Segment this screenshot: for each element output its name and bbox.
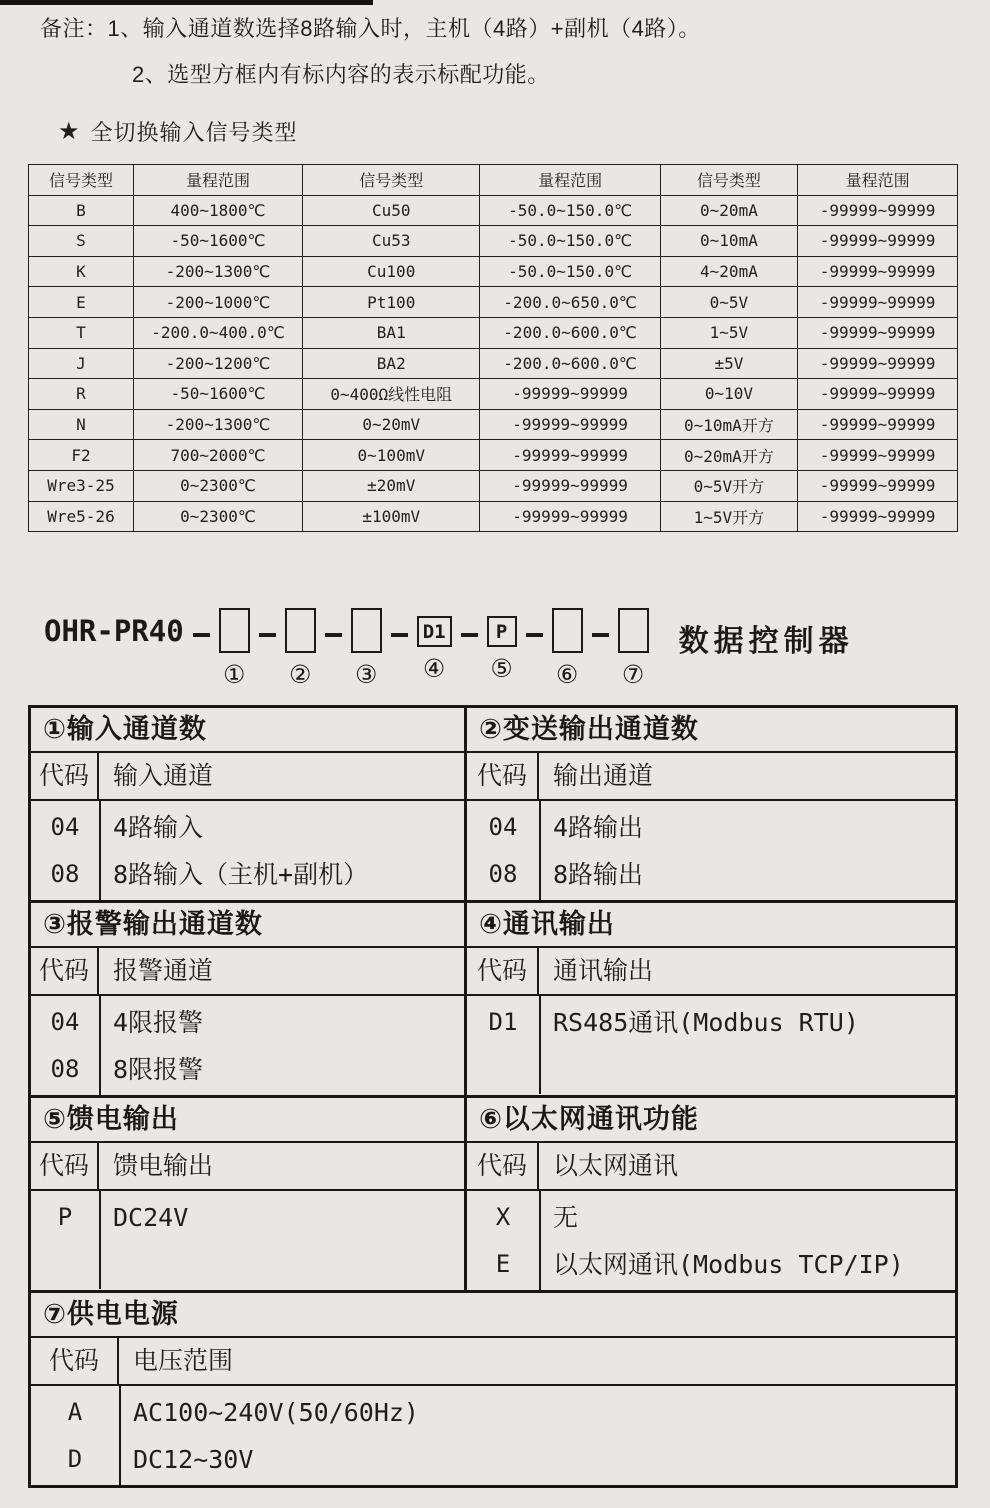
table-cell: BA2 xyxy=(303,348,480,379)
table-cell: 0~20mA开方 xyxy=(660,440,797,471)
table-cell: 400~1800℃ xyxy=(133,195,302,226)
code-column-header: 代码 xyxy=(467,753,539,799)
table-cell: 0~2300℃ xyxy=(133,470,302,501)
slot-number: ⑤ xyxy=(490,654,513,684)
table-cell: 0~5V xyxy=(660,287,797,318)
section-title: ④通讯输出 xyxy=(467,903,955,948)
table-cell: -50.0~150.0℃ xyxy=(480,256,660,287)
option-row xyxy=(31,851,464,898)
section-input-channels xyxy=(31,708,464,900)
option-value: 8路输入（主机+副机） xyxy=(113,860,369,890)
option-code: 04 xyxy=(50,1008,80,1037)
option-value: 以太网通讯(Modbus TCP/IP) xyxy=(553,1250,904,1280)
model-code-box-filled: D1 xyxy=(417,616,452,647)
table-cell: 0~10mA开方 xyxy=(660,409,797,440)
dash-separator xyxy=(193,633,210,636)
dash-separator xyxy=(259,633,276,636)
table-cell: T xyxy=(29,317,134,348)
option-row xyxy=(31,999,464,1046)
table-cell: -99999~99999 xyxy=(798,379,958,410)
value-column-header: 输出通道 xyxy=(553,762,654,791)
section-title: ⑦供电电源 xyxy=(31,1293,955,1338)
table-cell: F2 xyxy=(29,440,134,471)
table-cell: -99999~99999 xyxy=(798,317,958,348)
star-icon: ★ xyxy=(58,118,81,145)
table-cell: 0~10V xyxy=(660,379,797,410)
table-cell: B xyxy=(29,195,134,226)
option-code: 08 xyxy=(50,1055,80,1084)
table-row xyxy=(29,348,958,379)
option-code: A xyxy=(67,1398,83,1427)
table-cell: -99999~99999 xyxy=(480,379,660,410)
model-slot xyxy=(219,608,250,689)
dash-separator xyxy=(391,633,408,636)
option-row xyxy=(467,851,955,898)
model-code-box-empty xyxy=(285,608,316,653)
section-power-supply xyxy=(31,1293,955,1485)
section-body xyxy=(31,996,464,1095)
value-column-header: 电压范围 xyxy=(133,1347,234,1376)
option-row xyxy=(31,1436,955,1483)
table-row xyxy=(29,256,958,287)
table-cell: -99999~99999 xyxy=(798,501,958,532)
section-ethernet-function xyxy=(464,1098,955,1290)
model-prefix: OHR-PR40 xyxy=(44,614,184,649)
table-cell: -99999~99999 xyxy=(798,470,958,501)
table-cell: -99999~99999 xyxy=(798,226,958,257)
section-body xyxy=(31,801,464,900)
option-value: 4路输入 xyxy=(113,813,204,843)
section-header xyxy=(31,1143,464,1191)
table-cell: 0~10mA xyxy=(660,226,797,257)
value-column-header: 输入通道 xyxy=(113,762,214,791)
dash-separator xyxy=(592,633,609,636)
note-prefix: 备注： xyxy=(40,16,108,41)
section-header xyxy=(31,1338,955,1386)
section-feed-output xyxy=(31,1098,464,1290)
option-value: DC24V xyxy=(113,1203,189,1233)
section-body xyxy=(467,996,955,1094)
table-cell: K xyxy=(29,256,134,287)
table-cell: -50~1600℃ xyxy=(133,379,302,410)
table-cell: R xyxy=(29,379,134,410)
section-header xyxy=(467,753,955,801)
code-column-header: 代码 xyxy=(467,948,539,994)
option-code: X xyxy=(495,1203,511,1232)
top-edge-bar xyxy=(0,0,373,5)
selection-row-4 xyxy=(31,1293,955,1485)
section-communication-output xyxy=(464,903,955,1095)
table-row xyxy=(29,409,958,440)
table-row xyxy=(29,317,958,348)
option-value: DC12~30V xyxy=(133,1445,254,1475)
section-header xyxy=(31,753,464,801)
option-code: P xyxy=(57,1203,73,1232)
signal-column-header: 量程范围 xyxy=(133,165,302,196)
table-cell: -99999~99999 xyxy=(798,348,958,379)
section-title: ③报警输出通道数 xyxy=(31,903,464,948)
section-title: ②变送输出通道数 xyxy=(467,708,955,753)
table-cell: -99999~99999 xyxy=(798,256,958,287)
option-row xyxy=(31,1194,464,1241)
model-slots xyxy=(184,608,649,689)
model-suffix: 数据控制器 xyxy=(678,625,854,659)
table-cell: 700~2000℃ xyxy=(133,440,302,471)
table-cell: 4~20mA xyxy=(660,256,797,287)
table-cell: 0~5V开方 xyxy=(660,470,797,501)
signal-column-header: 信号类型 xyxy=(29,165,134,196)
signal-section-heading xyxy=(58,116,990,147)
table-cell: -200.0~650.0℃ xyxy=(480,287,660,318)
signal-section-title: 全切换输入信号类型 xyxy=(90,120,298,145)
model-slot xyxy=(487,608,517,683)
table-cell: 0~20mA xyxy=(660,195,797,226)
table-cell: -200~1200℃ xyxy=(133,348,302,379)
option-value: 无 xyxy=(553,1203,579,1233)
table-cell: -200~1000℃ xyxy=(133,287,302,318)
table-cell: -50~1600℃ xyxy=(133,226,302,257)
code-column-header: 代码 xyxy=(31,753,99,799)
section-title: ⑥以太网通讯功能 xyxy=(467,1098,955,1143)
option-code: 08 xyxy=(488,860,518,889)
table-cell: -99999~99999 xyxy=(480,409,660,440)
table-cell: -200.0~400.0℃ xyxy=(133,317,302,348)
model-code-box-empty xyxy=(219,608,250,653)
option-value: RS485通讯(Modbus RTU) xyxy=(553,1008,859,1038)
table-cell: E xyxy=(29,287,134,318)
note-2-text: 2、选型方框内有标内容的表示标配功能。 xyxy=(132,62,550,87)
model-slot xyxy=(417,608,452,683)
dash-separator xyxy=(461,633,478,636)
table-cell: ±20mV xyxy=(303,470,480,501)
section-header xyxy=(467,1143,955,1191)
table-row xyxy=(29,440,958,471)
selection-row-1 xyxy=(31,708,955,903)
signal-table-header xyxy=(29,165,958,196)
model-slot xyxy=(285,608,316,689)
signal-column-header: 量程范围 xyxy=(480,165,660,196)
model-code-diagram xyxy=(44,608,990,689)
table-cell: -50.0~150.0℃ xyxy=(480,226,660,257)
slot-number: ① xyxy=(222,660,246,690)
option-code: 04 xyxy=(488,813,518,842)
option-row xyxy=(467,1241,955,1288)
table-cell: ±100mV xyxy=(303,501,480,532)
model-slot xyxy=(552,608,583,689)
slot-number: ⑦ xyxy=(621,660,645,690)
table-cell: Cu100 xyxy=(303,256,480,287)
option-code: E xyxy=(495,1250,511,1279)
table-cell: Wre5-26 xyxy=(29,501,134,532)
slot-number: ③ xyxy=(354,660,378,690)
section-header xyxy=(467,948,955,996)
option-code: 04 xyxy=(50,813,80,842)
table-row xyxy=(29,379,958,410)
table-cell: BA1 xyxy=(303,317,480,348)
value-column-header: 通讯输出 xyxy=(553,957,654,986)
table-row xyxy=(29,287,958,318)
option-value: 8限报警 xyxy=(113,1055,204,1085)
section-body xyxy=(467,801,955,900)
signal-column-header: 量程范围 xyxy=(798,165,958,196)
table-cell: -99999~99999 xyxy=(480,501,660,532)
table-cell: -200.0~600.0℃ xyxy=(480,348,660,379)
option-code: 08 xyxy=(50,860,80,889)
slot-number: ④ xyxy=(422,654,446,684)
slot-number: ② xyxy=(288,660,312,690)
code-column-header: 代码 xyxy=(31,948,99,994)
table-cell: 1~5V开方 xyxy=(660,501,797,532)
slot-number: ⑥ xyxy=(555,660,579,690)
table-cell: Cu50 xyxy=(303,195,480,226)
table-cell: -99999~99999 xyxy=(798,440,958,471)
notes-block xyxy=(0,0,990,90)
model-code-box-empty xyxy=(552,608,583,653)
option-row xyxy=(31,1389,955,1436)
table-cell: -200.0~600.0℃ xyxy=(480,317,660,348)
table-cell: 0~100mV xyxy=(303,440,480,471)
option-row xyxy=(31,804,464,851)
table-cell: -99999~99999 xyxy=(480,470,660,501)
table-cell: -99999~99999 xyxy=(798,195,958,226)
section-title: ⑤馈电输出 xyxy=(31,1098,464,1143)
option-value: 4限报警 xyxy=(113,1008,204,1038)
table-cell: Pt100 xyxy=(303,287,480,318)
code-column-header: 代码 xyxy=(31,1338,119,1384)
note-line-2 xyxy=(132,60,990,90)
table-cell: -200~1300℃ xyxy=(133,409,302,440)
option-code: D1 xyxy=(488,1008,518,1037)
table-cell: J xyxy=(29,348,134,379)
table-cell: -50.0~150.0℃ xyxy=(480,195,660,226)
model-code-box-empty xyxy=(351,608,382,653)
option-row xyxy=(467,804,955,851)
section-body xyxy=(467,1191,955,1290)
value-column-header: 报警通道 xyxy=(113,957,214,986)
option-code: D xyxy=(67,1445,83,1474)
dash-separator xyxy=(526,633,543,636)
model-slot xyxy=(618,608,649,689)
value-column-header: 以太网通讯 xyxy=(553,1152,679,1181)
section-body xyxy=(31,1191,464,1289)
option-row xyxy=(467,999,955,1046)
option-value: 4路输出 xyxy=(553,813,644,843)
note-1-text: 1、输入通道数选择8路输入时，主机（4路）+副机（4路）。 xyxy=(107,16,701,41)
option-value: 8路输出 xyxy=(553,860,644,890)
table-cell: -200~1300℃ xyxy=(133,256,302,287)
table-cell: N xyxy=(29,409,134,440)
table-cell: 0~20mV xyxy=(303,409,480,440)
section-alarm-output-channels xyxy=(31,903,464,1095)
dash-separator xyxy=(325,633,342,636)
model-slot xyxy=(351,608,382,689)
table-row xyxy=(29,501,958,532)
table-row xyxy=(29,470,958,501)
table-cell: Cu53 xyxy=(303,226,480,257)
table-cell: 1~5V xyxy=(660,317,797,348)
signal-type-table xyxy=(28,164,958,532)
option-row xyxy=(31,1046,464,1093)
table-cell: -99999~99999 xyxy=(798,409,958,440)
table-cell: ±5V xyxy=(660,348,797,379)
note-line-1 xyxy=(40,14,990,44)
section-title: ①输入通道数 xyxy=(31,708,464,753)
table-cell: 0~2300℃ xyxy=(133,501,302,532)
option-value: AC100~240V(50/60Hz) xyxy=(133,1398,419,1428)
table-cell: Wre3-25 xyxy=(29,470,134,501)
model-code-box-empty xyxy=(618,608,649,653)
signal-column-header: 信号类型 xyxy=(303,165,480,196)
signal-column-header: 信号类型 xyxy=(660,165,797,196)
section-body xyxy=(31,1386,955,1485)
selection-table xyxy=(28,705,958,1488)
table-cell: 0~400Ω线性电阻 xyxy=(303,379,480,410)
selection-row-3 xyxy=(31,1098,955,1293)
section-transmit-output-channels xyxy=(464,708,955,900)
option-row xyxy=(467,1194,955,1241)
code-column-header: 代码 xyxy=(31,1143,99,1189)
section-header xyxy=(31,948,464,996)
value-column-header: 馈电输出 xyxy=(113,1152,214,1181)
selection-row-2 xyxy=(31,903,955,1098)
model-code-box-filled: P xyxy=(487,616,517,647)
code-column-header: 代码 xyxy=(467,1143,539,1189)
table-cell: -99999~99999 xyxy=(480,440,660,471)
table-cell: -99999~99999 xyxy=(798,287,958,318)
table-row xyxy=(29,226,958,257)
table-cell: S xyxy=(29,226,134,257)
table-row xyxy=(29,195,958,226)
